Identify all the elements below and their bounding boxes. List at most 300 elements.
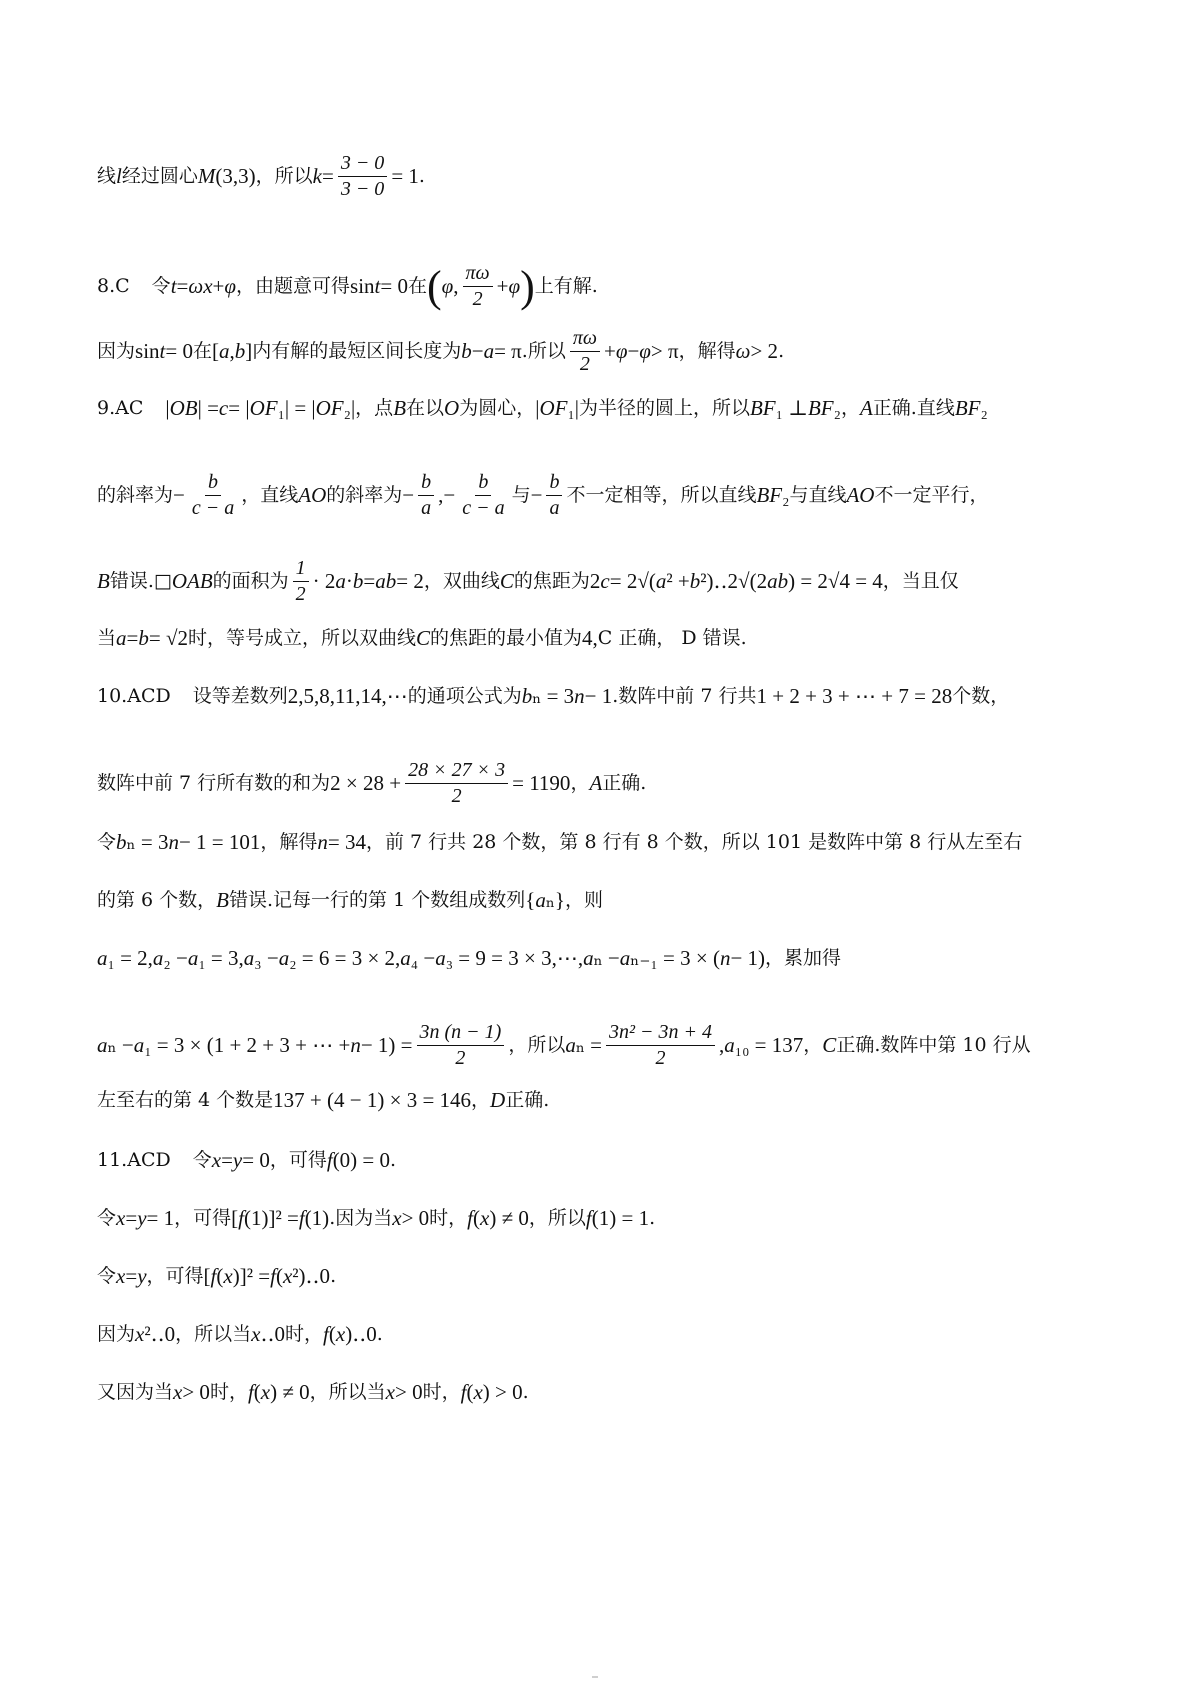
math-run: x	[211, 1148, 222, 1172]
line-11-e	[97, 1382, 1117, 1403]
math-run: ) ≠ 0	[489, 1206, 529, 1230]
math-run: ·	[345, 569, 353, 593]
text-run: 时，等号成立，所以双曲线	[187, 627, 416, 649]
math-run: (	[216, 1264, 224, 1288]
fraction-denominator: 2	[451, 785, 462, 807]
math-run: (	[473, 1206, 481, 1230]
line-10-e	[97, 948, 1117, 969]
math-run: f	[585, 1206, 592, 1230]
math-run: f	[210, 1264, 217, 1288]
line-10-c	[97, 832, 1117, 853]
math-run: ₂	[833, 396, 841, 420]
fraction	[405, 758, 508, 809]
fraction-denominator: 2	[455, 1047, 466, 1069]
math-run: a	[218, 339, 230, 363]
fraction-numerator: πω	[570, 326, 600, 352]
math-run: (1)	[304, 1206, 330, 1230]
text-run: ，累加得	[765, 947, 842, 969]
text-run: 为圆心，	[459, 397, 536, 419]
math-run: (	[426, 261, 442, 311]
math-run: − 1	[584, 684, 613, 708]
math-run: = 2	[396, 569, 424, 593]
text-run: C 正确， D 错误.	[597, 627, 747, 649]
math-run: ab	[375, 569, 397, 593]
math-run: 2 × 28 +	[330, 771, 402, 795]
math-run: f	[467, 1206, 474, 1230]
math-run: = 2√(	[609, 569, 656, 593]
text-run: 错误.记每一行的第 1 个数组成数列	[229, 889, 526, 911]
math-run: 2,5,8,11,14,⋯	[287, 684, 408, 708]
text-run: ，解得	[260, 831, 318, 853]
math-run: −	[471, 339, 484, 363]
math-run: OB	[169, 396, 198, 420]
text-run: ，前 7 行共 28 个数，第 8 行有 8 个数，所以 101 是数阵中第 8 行从左至右	[366, 831, 1023, 853]
text-run: 经过圆心	[121, 165, 198, 187]
math-run: f	[298, 1206, 305, 1230]
math-run: ₂ −	[163, 946, 188, 970]
math-run: )‥0	[345, 1322, 377, 1346]
math-run: b	[521, 684, 533, 708]
math-run: x	[135, 1322, 145, 1346]
math-run: ₙ =	[575, 1033, 603, 1057]
math-run: C	[822, 1033, 837, 1057]
text-run: 个数，	[952, 685, 1010, 707]
math-run: (0) = 0	[332, 1148, 391, 1172]
math-run: | =	[197, 396, 219, 420]
text-run: 令	[151, 275, 171, 297]
text-run: ，	[803, 1034, 823, 1056]
math-run: (1)]² =	[243, 1206, 299, 1230]
math-run: = 34	[327, 830, 366, 854]
text-run: .	[778, 340, 785, 362]
math-run: c	[600, 569, 610, 593]
math-run: =	[221, 1148, 233, 1172]
text-run: 令	[192, 1149, 212, 1171]
math-run: x	[116, 1206, 126, 1230]
math-run: (	[275, 1264, 283, 1288]
math-run: AO	[846, 483, 875, 507]
fraction-denominator: a	[549, 497, 560, 519]
math-run: f	[270, 1264, 276, 1288]
text-run: 令	[97, 1265, 117, 1287]
text-run: 左至右的第 4 个数是	[97, 1089, 274, 1111]
text-run: 时，	[429, 1207, 468, 1229]
math-run: ²‥0	[144, 1322, 176, 1346]
math-run: f	[326, 1148, 333, 1172]
math-run: −	[627, 339, 640, 363]
math-run: ₁| = |	[277, 396, 316, 420]
math-run: ₂	[980, 396, 988, 420]
math-run: BF	[807, 396, 834, 420]
math-run: > 0	[395, 1380, 423, 1404]
math-run: +	[603, 339, 616, 363]
math-run: ₙ −	[593, 946, 620, 970]
math-run: ) = 2√4 = 4	[788, 569, 883, 593]
text-run: ，可得	[174, 1207, 232, 1229]
math-run: = 0	[242, 1148, 270, 1172]
math-run: |	[535, 396, 540, 420]
math-run: ₁ = 3,	[198, 946, 244, 970]
text-run: 当	[97, 627, 117, 649]
math-run: ]	[245, 339, 253, 363]
line-11-d	[97, 1324, 1117, 1345]
math-run: ,	[719, 1033, 725, 1057]
math-run: x	[480, 1206, 490, 1230]
math-run: BF	[756, 483, 783, 507]
text-run: .所以	[521, 340, 566, 362]
math-run: 137 + (4 − 1) × 3 = 146	[273, 1088, 472, 1112]
fraction	[546, 470, 562, 521]
math-run: ₂ = 6 = 3 × 2,	[289, 946, 401, 970]
text-run: 与直线	[789, 484, 847, 506]
text-run: .	[390, 1149, 397, 1171]
math-run: ) > 0	[482, 1380, 523, 1404]
math-run: ₙ}	[545, 888, 565, 912]
math-run: > 0	[182, 1380, 210, 1404]
math-run: x	[116, 1264, 126, 1288]
math-run: n	[168, 830, 179, 854]
text-run: ，所以	[528, 1207, 586, 1229]
math-run: OF	[539, 396, 568, 420]
fraction-denominator: 2	[295, 583, 306, 605]
text-run: 的面积为	[212, 570, 289, 592]
math-run: ²)‥2√(2	[700, 569, 768, 593]
math-run: A	[859, 396, 873, 420]
text-run: 正确.数阵中第 10 行从	[836, 1034, 1031, 1056]
math-run: − 1) =	[360, 1033, 413, 1057]
text-run: 设等差数列	[192, 685, 288, 707]
math-run: φ	[441, 274, 454, 298]
math-run: (3,3)	[215, 164, 256, 188]
math-run: =	[363, 569, 376, 593]
math-run: f	[247, 1380, 254, 1404]
fraction-denominator: 2	[579, 353, 590, 375]
text-run: 正确.	[602, 772, 647, 794]
fraction	[459, 470, 507, 521]
text-run: ，所以	[255, 165, 313, 187]
math-run: b	[116, 830, 127, 854]
math-run: x	[173, 1380, 183, 1404]
fraction-numerator: πω	[463, 261, 493, 287]
math-run: ,	[453, 274, 459, 298]
math-run: ₙ = 3	[126, 830, 169, 854]
math-run: − 1 = 101	[178, 830, 261, 854]
text-run: 令	[97, 1207, 117, 1229]
text-run: ，所以当	[309, 1381, 386, 1403]
fraction-numerator: 3 − 0	[338, 151, 388, 177]
fraction-numerator: b	[475, 470, 491, 496]
math-run: t	[374, 274, 381, 298]
math-run: B	[97, 569, 110, 593]
math-run: +	[496, 274, 509, 298]
question-label: 8.C	[97, 275, 130, 297]
fraction-denominator: 2	[472, 288, 483, 310]
question-label: 9.AC	[97, 397, 144, 419]
math-run: > 2	[750, 339, 779, 363]
math-run: f	[460, 1380, 467, 1404]
line-10-b	[97, 758, 1117, 809]
question-label: 11.ACD	[97, 1149, 171, 1171]
math-run: = √2	[148, 626, 188, 650]
math-run: ₁ = 3 × (1 + 2 + 3 + ⋯ +	[144, 1033, 351, 1057]
math-run: OF	[315, 396, 344, 420]
math-run: a	[278, 946, 290, 970]
math-run: φ	[224, 274, 236, 298]
math-run: ₁|	[567, 396, 579, 420]
text-run: ，双曲线	[423, 570, 500, 592]
text-run: ，则	[564, 889, 603, 911]
fraction	[189, 470, 237, 521]
math-run: > π	[650, 339, 679, 363]
math-run: x	[251, 1322, 261, 1346]
math-run: x	[385, 1380, 395, 1404]
math-run: a	[187, 946, 199, 970]
text-run: .	[649, 1207, 656, 1229]
math-run: [	[211, 339, 219, 363]
text-run: 因为	[97, 1323, 136, 1345]
math-run: · 2	[312, 569, 336, 593]
fraction	[417, 1020, 505, 1071]
math-run: b	[689, 569, 701, 593]
math-run: )]² =	[232, 1264, 271, 1288]
page-footer-mark	[592, 1676, 598, 1678]
math-run: n	[317, 830, 328, 854]
text-run: .	[330, 1265, 337, 1287]
math-run: O	[444, 396, 460, 420]
text-run: ，	[471, 1089, 491, 1111]
line-7-end	[97, 151, 1117, 202]
math-run: BF	[749, 396, 776, 420]
text-run: 令	[97, 831, 117, 853]
math-run: =	[126, 626, 139, 650]
math-run: ₙ −	[107, 1033, 134, 1057]
math-run: a	[583, 946, 594, 970]
text-run: ，	[570, 772, 590, 794]
math-run: x	[335, 1322, 346, 1346]
math-run: B	[393, 396, 407, 420]
math-run: b	[461, 339, 472, 363]
fraction-numerator: b	[546, 470, 562, 496]
fraction-denominator: 2	[655, 1047, 666, 1069]
math-run: ,	[229, 339, 235, 363]
text-run: 的第 6 个数，	[97, 889, 217, 911]
fraction	[418, 470, 434, 521]
line-10-g	[97, 1090, 1117, 1111]
math-run: ₁ = 2,	[107, 946, 153, 970]
text-run: 不一定相等，所以直线	[566, 484, 757, 506]
line-10-f	[97, 1020, 1117, 1071]
math-run: n	[719, 946, 731, 970]
math-run: =	[125, 1206, 138, 1230]
math-run: [	[203, 1264, 211, 1288]
text-run: 的斜率为	[97, 484, 174, 506]
math-run: l	[116, 164, 122, 188]
math-run: BF	[954, 396, 981, 420]
text-run: .因为当	[329, 1207, 393, 1229]
math-run: a	[97, 1033, 108, 1057]
math-run: ₁₀ = 137	[734, 1033, 804, 1057]
text-run: 在	[192, 340, 212, 362]
line-9	[97, 398, 1117, 419]
math-run: a	[565, 1033, 576, 1057]
math-run: sin	[350, 274, 375, 298]
math-run: x	[473, 1380, 483, 1404]
math-run: = 0	[165, 339, 193, 363]
text-run: 时，	[285, 1323, 324, 1345]
math-run: (	[253, 1380, 261, 1404]
math-run: a	[535, 888, 546, 912]
math-run: k	[312, 164, 322, 188]
text-run: ，点	[355, 397, 394, 419]
fraction	[338, 151, 388, 202]
text-run: ，所以当	[175, 1323, 252, 1345]
math-run: (	[466, 1380, 474, 1404]
math-run: = 0	[380, 274, 408, 298]
text-run: 的斜率为	[326, 484, 403, 506]
line-11-b	[97, 1208, 1117, 1229]
math-run: (1) = 1	[591, 1206, 650, 1230]
math-run: (	[328, 1322, 336, 1346]
fraction	[606, 1020, 715, 1071]
math-run: ωx	[188, 274, 213, 298]
line-9-d	[97, 628, 1117, 649]
line-8-cont	[97, 326, 1117, 377]
line-8	[97, 261, 1117, 312]
fraction-numerator: 3n (n − 1)	[417, 1020, 505, 1046]
text-run: .数阵中前 7 行共	[612, 685, 757, 707]
text-run: ，由题意可得	[236, 275, 351, 297]
math-run: a	[655, 569, 667, 593]
math-run: ₙ = 3	[532, 684, 575, 708]
math-run: y	[232, 1148, 243, 1172]
math-run: =	[125, 1264, 138, 1288]
math-run: [	[231, 1206, 239, 1230]
math-run: a	[133, 1033, 145, 1057]
math-run: ,−	[438, 483, 456, 507]
fraction-denominator: c − a	[462, 497, 505, 519]
math-run: ) ≠ 0	[270, 1380, 310, 1404]
text-run: .	[418, 165, 425, 187]
math-run: y	[137, 1206, 147, 1230]
math-run: )	[520, 261, 535, 311]
math-run: b	[138, 626, 149, 650]
math-run: a	[435, 946, 446, 970]
math-run: 2	[589, 569, 601, 593]
math-run: x	[392, 1206, 402, 1230]
math-run: ab	[767, 569, 789, 593]
fraction	[293, 556, 309, 607]
math-run: b	[352, 569, 364, 593]
math-run: OAB	[171, 569, 213, 593]
math-run: a	[400, 946, 411, 970]
text-run: ，解得	[678, 340, 736, 362]
fraction-numerator: 3n² − 3n + 4	[606, 1020, 715, 1046]
math-run: = 1	[146, 1206, 175, 1230]
math-run: > 0	[401, 1206, 430, 1230]
math-run: ω	[735, 339, 751, 363]
math-run: −	[402, 483, 415, 507]
text-run: 又因为当	[97, 1381, 174, 1403]
math-run: t	[159, 339, 166, 363]
text-run: 与	[511, 484, 531, 506]
text-run: ，直线	[241, 484, 299, 506]
math-run: A	[589, 771, 603, 795]
text-run: .	[376, 1323, 383, 1345]
math-run: −	[173, 483, 185, 507]
math-run: = |	[228, 396, 250, 420]
text-run: ，可得	[269, 1149, 327, 1171]
text-run: ，	[840, 397, 860, 419]
math-run: ²)‥0	[292, 1264, 331, 1288]
text-run: ，可得	[146, 1265, 204, 1287]
math-run: =	[176, 274, 189, 298]
math-run: n	[350, 1033, 361, 1057]
text-run: 在	[407, 275, 427, 297]
math-run: 1 + 2 + 3 + ⋯ + 7 = 28	[756, 684, 953, 708]
math-run: a	[619, 946, 631, 970]
math-run: C	[416, 626, 431, 650]
line-10-d	[97, 890, 1117, 911]
math-run: f	[238, 1206, 244, 1230]
text-run: 为半径的圆上，所以	[578, 397, 750, 419]
math-run: x	[282, 1264, 293, 1288]
fraction-denominator: c − a	[191, 497, 235, 519]
math-run: AO	[298, 483, 327, 507]
text-run: 上有解.	[534, 275, 598, 297]
math-run: b	[234, 339, 246, 363]
math-run: t	[170, 274, 177, 298]
text-run: 因为	[97, 340, 136, 362]
math-run: ₁ ⊥	[775, 396, 808, 420]
line-9-b	[97, 470, 1117, 521]
question-label: 10.ACD	[97, 685, 171, 707]
math-run: C	[499, 569, 514, 593]
math-run: a	[724, 1033, 735, 1057]
fraction	[570, 326, 600, 377]
math-run: x	[223, 1264, 233, 1288]
text-run: 不一定平行，	[874, 484, 989, 506]
fraction-denominator: a	[421, 497, 432, 519]
math-run: a	[483, 339, 495, 363]
math-run: a	[152, 946, 164, 970]
math-run: ₙ₋₁ = 3 × (	[630, 946, 720, 970]
math-run: ‥0	[260, 1322, 286, 1346]
math-run: ² +	[666, 569, 690, 593]
text-run: 正确.	[505, 1089, 550, 1111]
math-run: 4,	[582, 626, 598, 650]
fraction-numerator: 1	[293, 556, 309, 582]
text-run: 线	[97, 165, 117, 187]
math-run: φ	[508, 274, 521, 298]
text-run: 的焦距的最小值为	[430, 627, 583, 649]
math-run: a	[97, 946, 108, 970]
line-10	[97, 686, 1117, 707]
math-run: −	[530, 483, 543, 507]
math-run: − 1)	[730, 946, 766, 970]
text-run: 内有解的最短区间长度为	[252, 340, 462, 362]
fraction	[463, 261, 493, 312]
math-run: φ	[639, 339, 651, 363]
math-run: |	[165, 396, 170, 420]
math-run: c	[218, 396, 229, 420]
math-run: a	[335, 569, 346, 593]
math-run: = π	[494, 339, 522, 363]
math-run: a	[243, 946, 255, 970]
math-run: +	[212, 274, 225, 298]
math-run: D	[490, 1088, 506, 1112]
fraction-numerator: 28 × 27 × 3	[405, 758, 508, 784]
text-run: 错误.□	[109, 570, 172, 592]
